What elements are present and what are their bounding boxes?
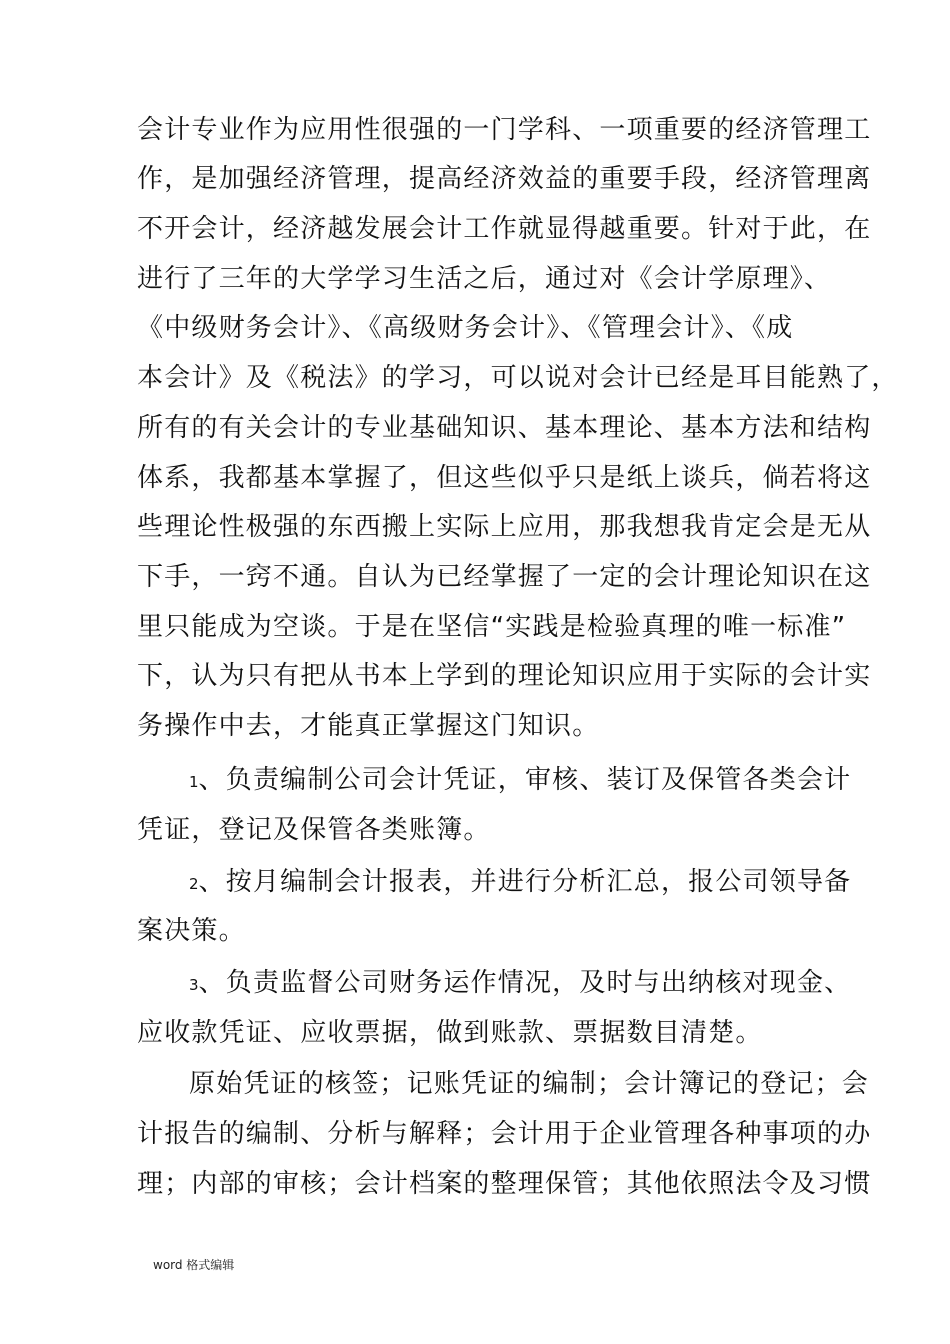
- paragraph-2-line-3: 理；内部的审核；会计档案的整理保管；其他依照法令及习惯: [137, 1169, 872, 1199]
- item-3-line-1: [189, 968, 851, 1001]
- paragraph-1-line-10: 下手，一窍不通。自认为已经掌握了一定的会计理论知识在这: [137, 562, 872, 592]
- item-2-line-1: [189, 867, 851, 900]
- paragraph-1-line-1: 会计专业作为应用性很强的一门学科、一项重要的经济管理工: [137, 115, 872, 145]
- item-3-number: 3: [189, 976, 199, 994]
- page-footer: word 格式编辑: [153, 1258, 235, 1272]
- item-1-line-1: [189, 765, 851, 798]
- item-2-line-2: 案决策。: [137, 916, 246, 946]
- item-2-number: 2: [189, 875, 199, 893]
- paragraph-1-line-9: 些理论性极强的东西搬上实际上应用，那我想我肯定会是无从: [137, 512, 872, 542]
- paragraph-1-line-3: 不开会计，经济越发展会计工作就显得越重要。针对于此，在: [137, 214, 872, 244]
- item-1-line-2: 凭证，登记及保管各类账簿。: [137, 815, 491, 845]
- paragraph-1-line-11: 里只能成为空谈。于是在坚信“实践是检验真理的唯一标准”: [137, 612, 847, 642]
- paragraph-1-line-7: 所有的有关会计的专业基础知识、基本理论、基本方法和结构: [137, 413, 872, 443]
- item-2-text: 、按月编制会计报表，并进行分析汇总，报公司领导备: [198, 867, 852, 897]
- paragraph-1-line-2: 作，是加强经济管理，提高经济效益的重要手段，经济管理离: [137, 164, 872, 194]
- paragraph-1-line-5: 《中级财务会计》、《高级财务会计》、《管理会计》、《成: [137, 313, 794, 343]
- paragraph-1-line-8: 体系，我都基本掌握了，但这些似乎只是纸上谈兵，倘若将这: [137, 463, 872, 493]
- item-1-text: 、负责编制公司会计凭证，审核、装订及保管各类会计: [198, 765, 852, 795]
- paragraph-1-line-12: 下，认为只有把从书本上学到的理论知识应用于实际的会计实: [137, 661, 872, 691]
- paragraph-1-line-13: 务操作中去，才能真正掌握这门知识。: [137, 711, 600, 741]
- paragraph-2-line-1: 原始凭证的核签；记账凭证的编制；会计簿记的登记；会: [189, 1069, 870, 1099]
- item-3-text: 、负责监督公司财务运作情况，及时与出纳核对现金、: [198, 968, 852, 998]
- item-1-number: 1: [189, 773, 199, 791]
- item-3-line-2: 应收款凭证、应收票据，做到账款、票据数目清楚。: [137, 1018, 763, 1048]
- paragraph-1-line-6: 本会计》及《税法》的学习，可以说对会计已经是耳目能熟了，: [137, 363, 899, 393]
- paragraph-2-line-2: 计报告的编制、分析与解释；会计用于企业管理各种事项的办: [137, 1119, 872, 1149]
- paragraph-1-line-4: 进行了三年的大学学习生活之后，通过对《会计学原理》、: [137, 264, 832, 294]
